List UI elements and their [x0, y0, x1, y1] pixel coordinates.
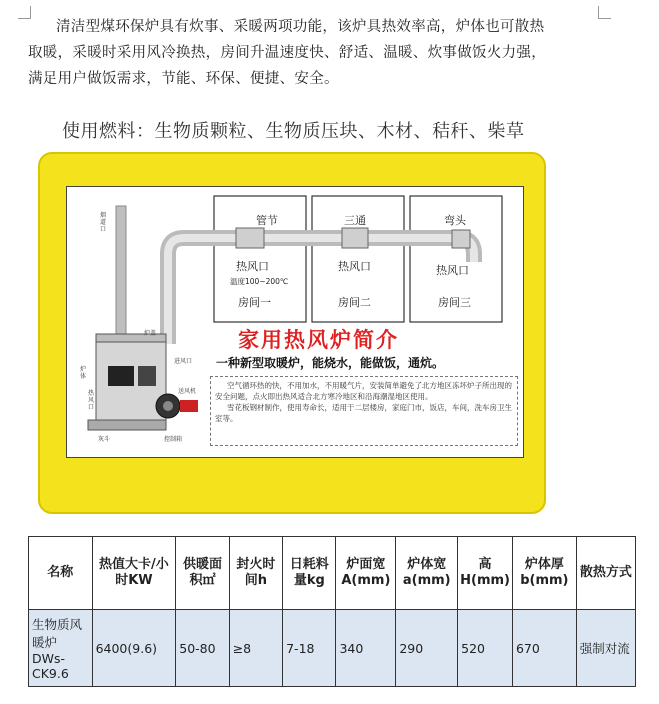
poster-headline: 家用热风炉简介	[238, 328, 399, 352]
fuel-line: 使用燃料：生物质颗粒、生物质压块、木材、秸秆、柴草	[62, 121, 525, 142]
desc-para-1: 空气循环热的快，不用加水，不用暖气片，安装简单避免了北方地区冻坏炉子所出现的安全问题，点火即出热风适合北方寒冷地区和沿海潮湿地区使用。	[215, 381, 512, 401]
stove-door	[108, 366, 134, 386]
cell-body-width: 290	[396, 610, 458, 687]
header-thickness: 炉体厚b(mm)	[512, 537, 576, 610]
cell-seal-time: ≥8	[229, 610, 282, 687]
cell-height: 520	[458, 610, 513, 687]
cell-top-width: 340	[336, 610, 396, 687]
pipe-tee	[342, 228, 368, 248]
header-seal-time: 封火时间h	[229, 537, 282, 610]
desc-para-2: 雪花板钢材制作，使用寿命长，适用于二层楼房，家庭门市，饭店，车间，洗车房卫生室等。	[215, 403, 512, 423]
part-body: 炉体	[80, 366, 87, 380]
part-lid: 炉盖	[144, 330, 157, 337]
cell-name: 生物质风暖炉DWs-CK9.6	[29, 610, 93, 687]
outlet-label-1: 热风口	[236, 260, 269, 273]
header-heat-method: 散热方式	[576, 537, 635, 610]
header-body-width: 炉体宽a(mm)	[396, 537, 458, 610]
intro-line-2: 取暖，采暖时采用风冷换热，房间升温速度快、舒适、温暖、炊事做饭火力强，	[28, 45, 546, 61]
header-top-width: 炉面宽A(mm)	[336, 537, 396, 610]
spec-table	[28, 536, 636, 687]
intro-paragraph	[28, 14, 628, 92]
room-label-3: 房间三	[438, 296, 471, 309]
part-outlet: 热风口	[88, 390, 95, 411]
intro-line-1: 清洁型煤环保炉具有炊事、采暖两项功能，该炉具热效率高，炉体也可散热	[56, 19, 545, 35]
part-fan: 送风机	[178, 388, 197, 395]
room-label-2: 房间二	[338, 296, 371, 309]
intro-line-3: 满足用户做饭需求，节能、环保、便捷、安全。	[28, 71, 339, 87]
cell-fuel-use: 7-18	[283, 610, 336, 687]
part-control: 控制箱	[164, 436, 183, 443]
cell-heat-method: 强制对流	[576, 610, 635, 687]
room-label-1: 房间一	[238, 296, 271, 309]
poster-description	[210, 376, 518, 446]
header-heat: 热值大卡/小时KW	[92, 537, 176, 610]
pipe-elbow	[452, 230, 470, 248]
poster-subline: 一种新型取暖炉，能烧水，能做饭，通炕。	[216, 356, 445, 370]
stove-poster	[38, 152, 546, 514]
pipe-label-elbow: 弯头	[444, 214, 466, 227]
header-name: 名称	[29, 537, 93, 610]
temp-label: 温度100~200℃	[230, 277, 289, 286]
table-row	[29, 610, 636, 687]
header-height: 高H(mm)	[458, 537, 513, 610]
pipe-joint	[236, 228, 264, 248]
pipe-label-joint: 管节	[256, 214, 278, 227]
cell-heat: 6400(9.6)	[92, 610, 176, 687]
part-air-inlet: 进风口	[174, 358, 193, 365]
header-fuel-use: 日耗料量kg	[283, 537, 336, 610]
cell-thickness: 670	[512, 610, 576, 687]
part-ash: 灰斗	[98, 436, 111, 443]
chimney-label: 烟道口	[100, 212, 107, 233]
table-header-row	[29, 537, 636, 610]
outlet-label-2: 热风口	[338, 260, 371, 273]
outlet-label-3: 热风口	[436, 264, 469, 277]
cell-area: 50-80	[176, 610, 229, 687]
pipe-label-tee: 三通	[344, 214, 366, 227]
header-area: 供暖面积㎡	[176, 537, 229, 610]
